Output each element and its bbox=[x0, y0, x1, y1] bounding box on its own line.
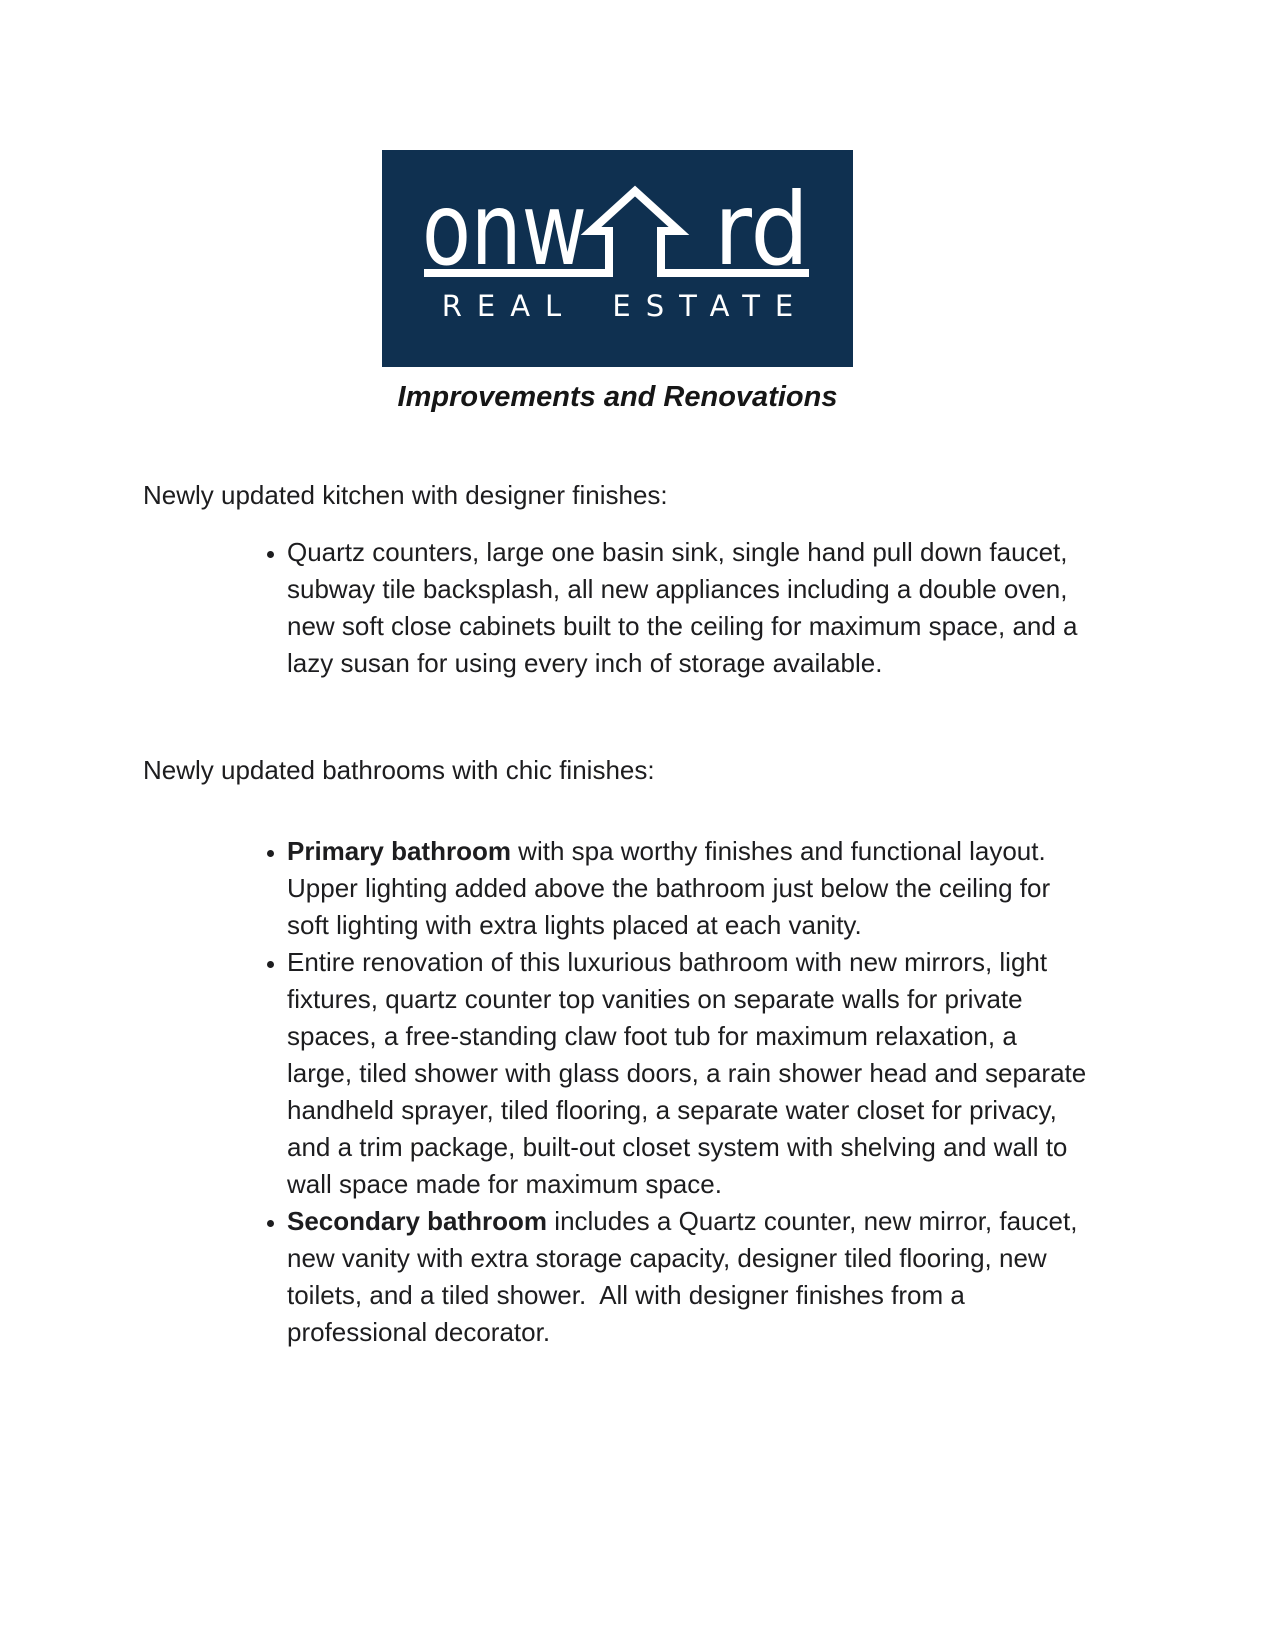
list-item bbox=[287, 833, 1087, 944]
section-heading-kitchen: Newly updated kitchen with designer finishes: bbox=[143, 480, 668, 510]
onward-wordmark bbox=[382, 150, 853, 367]
list-item-bold-text: Secondary bathroom bbox=[287, 1206, 548, 1236]
kitchen-bullet-list bbox=[0, 534, 1275, 682]
logo-text-rd: rd bbox=[714, 171, 809, 288]
list-item bbox=[287, 1203, 1087, 1351]
onward-logo bbox=[382, 150, 853, 367]
list-item-text: with spa worthy finishes and functional layout. Upper lighting added above the bathroom just below the ceiling for soft lighting with extra lights placed at each vanity. bbox=[287, 836, 1061, 940]
list-item-text: Quartz counters, large one basin sink, single hand pull down faucet, subway tile backsplash, all new appliances including a double oven, new soft close cabinets built to the ceiling for maximum space, and a lazy susan for using every inch of storage available. bbox=[287, 537, 1085, 678]
section-heading-bathrooms: Newly updated bathrooms with chic finishes: bbox=[143, 755, 655, 785]
document-title: Improvements and Renovations bbox=[397, 381, 838, 413]
list-item bbox=[287, 534, 1087, 682]
logo-container bbox=[382, 150, 853, 367]
list-item-bold-text: Primary bathroom bbox=[287, 836, 511, 866]
logo-text-onw: onw bbox=[422, 171, 587, 288]
list-item bbox=[287, 944, 1094, 1203]
list-item-text: Entire renovation of this luxurious bathroom with new mirrors, light fixtures, quartz counter top vanities on separate walls for private spaces, a free-standing claw foot tub for maximum relaxation, a large, tiled shower with glass doors, a rain shower head and separate handheld sprayer, tiled flooring, a separate water closet for privacy, and a trim package, built-out closet system with shelving and wall to wall space made for maximum space. bbox=[287, 947, 1094, 1199]
logo-tagline: REAL ESTATE bbox=[441, 289, 809, 323]
list-item-text: includes a Quartz counter, new mirror, faucet, new vanity with extra storage capacity, designer tiled flooring, new toilets, and a tiled shower. All with designer finishes from a professional decorator. bbox=[287, 1206, 1085, 1347]
bathrooms-bullet-list bbox=[0, 833, 1275, 1351]
